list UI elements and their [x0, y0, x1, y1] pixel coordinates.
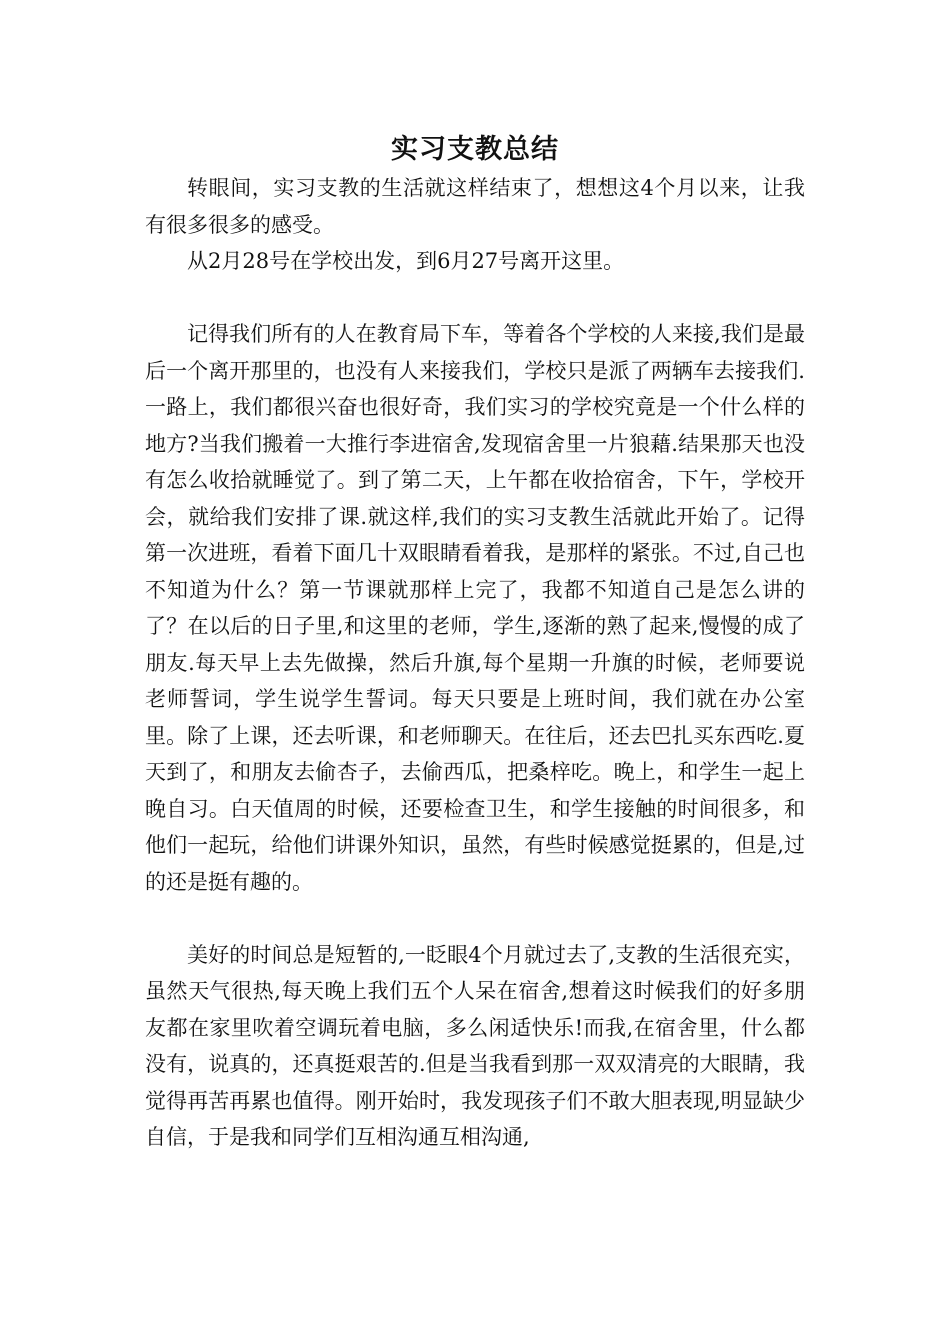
document-body	[145, 170, 805, 1156]
paragraph-reflection: 美好的时间总是短暂的,一眨眼4个月就过去了,支教的生活很充实，虽然天气很热,每天晚上我们五个人呆在宿舍,想着这时候我们的好多朋友都在家里吹着空调玩着电脑，多么闲适快乐!而我,在宿舍里，什么都没有，说真的，还真挺艰苦的.但是当我看到那一双双清亮的大眼睛，我觉得再苦再累也值得。刚开始时，我发现孩子们不敢大胆表现,明显缺少自信，于是我和同学们互相沟通互相沟通,	[145, 942, 805, 1149]
paragraph-dates: 从2月28号在学校出发，到6月27号离开这里。	[187, 249, 625, 273]
paragraph-memories: 记得我们所有的人在教育局下车，等着各个学校的人来接,我们是最后一个离开那里的，也没有人来接我们，学校只是派了两辆车去接我们.一路上，我们都很兴奋也很好奇，我们实习的学校究竟是一个什么样的地方?当我们搬着一大推行李进宿舍,发现宿舍里一片狼藉.结果那天也没有怎么收拾就睡觉了。到了第二天，上午都在收拾宿舍，下午，学校开会，就给我们安排了课.就这样,我们的实习支教生活就此开始了。记得第一次进班，看着下面几十双眼睛看着我，是那样的紧张。不过,自己也不知道为什么？第一节课就那样上完了，我都不知道自己是怎么讲的了？在以后的日子里,和这里的老师，学生,逐渐的熟了起来,慢慢的成了朋友.每天早上去先做操，然后升旗,每个星期一升旗的时候，老师要说老师誓词，学生说学生誓词。每天只要是上班时间，我们就在办公室里。除了上课，还去听课，和老师聊天。在往后，还去巴扎买东西吃.夏天到了，和朋友去偷杏子，去偷西瓜，把桑梓吃。晚上，和学生一起上晚自习。白天值周的时候，还要检查卫生，和学生接触的时间很多，和他们一起玩，给他们讲课外知识，虽然，有些时候感觉挺累的，但是,过的还是挺有趣的。	[145, 322, 805, 894]
document-title: 实习支教总结	[391, 134, 559, 165]
paragraph-spacer	[145, 280, 805, 317]
paragraph-spacer	[145, 900, 805, 937]
paragraph-intro: 转眼间，实习支教的生活就这样结束了，想想这4个月以来，让我有很多很多的感受。	[145, 176, 805, 237]
